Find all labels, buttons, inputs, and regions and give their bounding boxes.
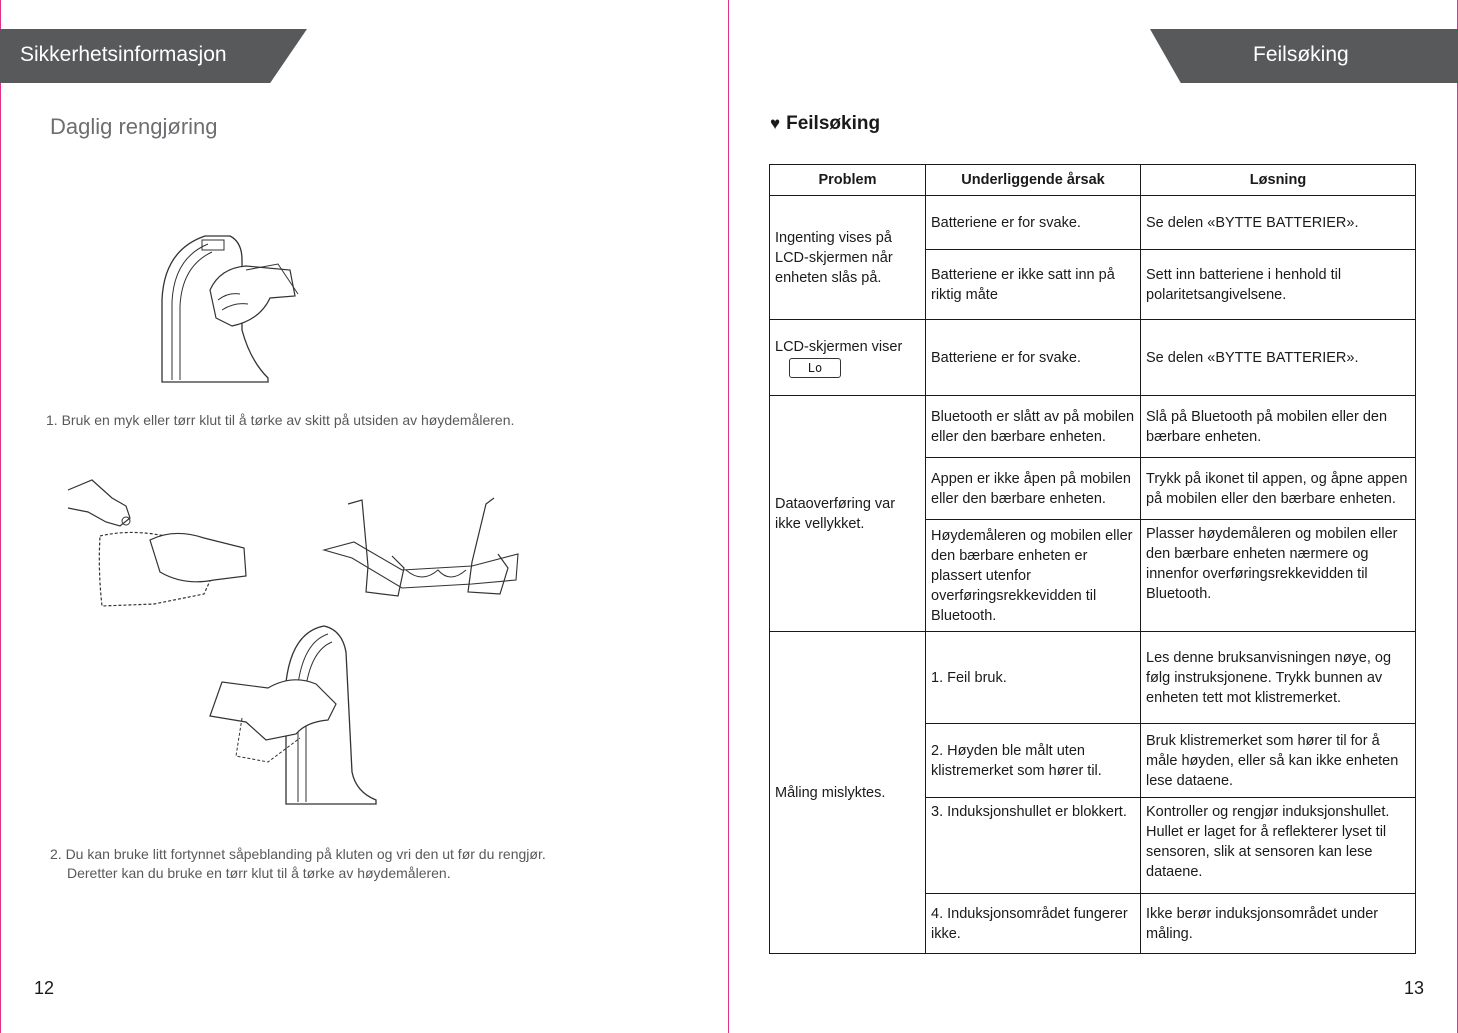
header-problem: Problem bbox=[770, 165, 926, 196]
solution-cell: Plasser høydemåleren og mobilen eller den bærbare enheten nærmere og innenfor overføringsrekkevidden til Bluetooth. bbox=[1141, 520, 1416, 632]
table-row bbox=[770, 396, 1416, 458]
step2-caption-line2: Deretter kan du bruke en tørr klut til å tørke av høydemåleren. bbox=[67, 865, 451, 881]
troubleshooting-title bbox=[770, 113, 880, 135]
step1-caption: 1. Bruk en myk eller tørr klut til å tørke av skitt på utsiden av høydemåleren. bbox=[46, 412, 515, 428]
cause-cell: Batteriene er for svake. bbox=[926, 320, 1141, 396]
wipe-with-cloth-illustration bbox=[206, 622, 386, 806]
cause-cell: 2. Høyden ble målt uten klistremerket som hører til. bbox=[926, 724, 1141, 798]
page-edge-left bbox=[0, 0, 1, 1033]
step2-caption-line1: 2. Du kan bruke litt fortynnet såpeblanding på kluten og vri den ut før du rengjør. bbox=[50, 846, 546, 862]
page-number-left: 12 bbox=[34, 978, 55, 998]
table-header-row bbox=[770, 165, 1416, 196]
right-header-title: Feilsøking bbox=[1253, 43, 1349, 66]
solution-cell: Bruk klistremerket som hører til for å måle høyden, eller så kan ikke enheten lese dataene. bbox=[1141, 724, 1416, 798]
cause-cell: 3. Induksjonshullet er blokkert. bbox=[926, 798, 1141, 894]
solution-cell: Les denne bruksanvisningen nøye, og følg instruksjonene. Trykk bunnen av enheten tett mot klistremerket. bbox=[1141, 632, 1416, 724]
solution-cell: Trykk på ikonet til appen, og åpne appen på mobilen eller den bærbare enheten. bbox=[1141, 458, 1416, 520]
heart-icon: ♥ bbox=[770, 114, 781, 133]
table-row bbox=[770, 632, 1416, 724]
cleaning-subtitle: Daglig rengjøring bbox=[50, 114, 218, 139]
cause-cell: Bluetooth er slått av på mobilen eller den bærbare enheten. bbox=[926, 396, 1141, 458]
left-header-title: Sikkerhetsinformasjon bbox=[20, 43, 227, 66]
solution-cell: Sett inn batteriene i henhold til polaritetsangivelsene. bbox=[1141, 250, 1416, 320]
solution-cell: Slå på Bluetooth på mobilen eller den bærbare enheten. bbox=[1141, 396, 1416, 458]
wring-cloth-illustration bbox=[322, 496, 522, 601]
table-row bbox=[770, 196, 1416, 250]
table-row bbox=[770, 320, 1416, 396]
cause-cell: Batteriene er ikke satt inn på riktig måte bbox=[926, 250, 1141, 320]
page-fold bbox=[728, 0, 729, 1033]
lcd-low-battery-display: Lo bbox=[789, 358, 841, 378]
troubleshooting-title-text: Feilsøking bbox=[786, 113, 881, 134]
cause-cell: 1. Feil bruk. bbox=[926, 632, 1141, 724]
problem-cell: Dataoverføring var ikke vellykket. bbox=[770, 396, 926, 632]
cause-cell: Appen er ikke åpen på mobilen eller den bærbare enheten. bbox=[926, 458, 1141, 520]
soap-bottle-illustration bbox=[64, 476, 254, 611]
solution-cell: Se delen «BYTTE BATTERIER». bbox=[1141, 196, 1416, 250]
page-number-right: 13 bbox=[1404, 978, 1425, 998]
problem-lcd-text: LCD-skjermen viser bbox=[775, 339, 903, 356]
header-cause: Underliggende årsak bbox=[926, 165, 1141, 196]
cause-cell: 4. Induksjonsområdet fungerer ikke. bbox=[926, 894, 1141, 954]
problem-cell: Ingenting vises på LCD-skjermen når enheten slås på. bbox=[770, 196, 926, 320]
troubleshooting-table bbox=[769, 164, 1416, 954]
problem-cell: Måling mislyktes. bbox=[770, 632, 926, 954]
solution-cell: Se delen «BYTTE BATTERIER». bbox=[1141, 320, 1416, 396]
solution-cell: Ikke berør induksjonsområdet under måling. bbox=[1141, 894, 1416, 954]
cause-cell: Høydemåleren og mobilen eller den bærbare enheten er plassert utenfor overføringsrekkevidden til Bluetooth. bbox=[926, 520, 1141, 632]
problem-cell bbox=[770, 320, 926, 396]
cause-cell: Batteriene er for svake. bbox=[926, 196, 1141, 250]
solution-cell: Kontroller og rengjør induksjonshullet. Hullet er laget for å reflekterer lyset til sensoren, slik at sensoren kan lese dataene. bbox=[1141, 798, 1416, 894]
wipe-device-illustration bbox=[150, 230, 310, 390]
header-solution: Løsning bbox=[1141, 165, 1416, 196]
